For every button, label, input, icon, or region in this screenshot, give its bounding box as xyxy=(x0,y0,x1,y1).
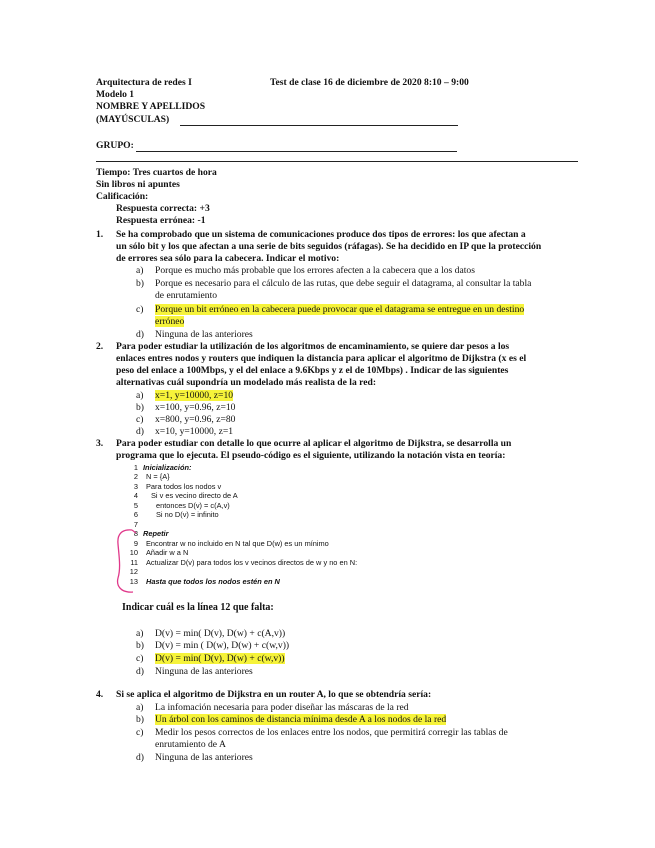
q2-option-c[interactable] xyxy=(136,414,235,426)
code-line-number: 3 xyxy=(133,482,138,491)
code-line-number: 5 xyxy=(133,501,138,510)
model-label: Modelo 1 xyxy=(96,89,135,100)
code-line-text: Si v es vecino directo de A xyxy=(151,491,238,500)
code-line-3 xyxy=(127,482,221,491)
code-line-number: 4 xyxy=(133,491,138,500)
group-blank-line[interactable] xyxy=(136,151,457,152)
grading-label: Calificación: xyxy=(96,191,149,202)
q2-option-c-text: x=800, y=0.96, z=80 xyxy=(155,414,236,425)
q3-option-c-text: D(v) = min( D(v), D(w) + c(w,v)) xyxy=(155,653,285,664)
q1-option-b[interactable] xyxy=(136,278,531,290)
q4-option-c-letter: c) xyxy=(136,727,144,738)
q3-option-b-letter: b) xyxy=(136,640,144,651)
q2-number: 2. xyxy=(96,341,104,352)
q1-option-b-letter: b) xyxy=(136,278,144,289)
q3-number: 3. xyxy=(96,438,104,449)
code-line-number: 7 xyxy=(133,520,138,529)
code-line-1 xyxy=(127,463,191,472)
q4-option-a[interactable] xyxy=(136,702,409,714)
no-books-note: Sin libros ni apuntes xyxy=(96,179,180,190)
name-blank-line[interactable] xyxy=(180,125,458,126)
q3-option-c-letter: c) xyxy=(136,653,144,664)
q1-text-line3: de errores sea sólo para la cabecera. Indicar el motivo: xyxy=(116,253,340,264)
code-line-number: 6 xyxy=(133,510,138,519)
q1-option-c-text-2: erróneo xyxy=(155,316,185,327)
q3-option-a-text: D(v) = min( D(v), D(w) + c(A,v)) xyxy=(155,628,286,639)
test-title: Test de clase 16 de diciembre de 2020 8:10 – 9:00 xyxy=(270,77,469,88)
code-line-13 xyxy=(127,577,280,586)
q4-option-d[interactable] xyxy=(136,752,253,764)
q2-text-line4: alternativas cuál supondría un modelado más realista de la red: xyxy=(116,377,377,388)
q1-number: 1. xyxy=(96,229,104,240)
q4-option-a-letter: a) xyxy=(136,702,144,713)
q2-option-d-text: x=10, y=10000, z=1 xyxy=(155,426,234,437)
q4-option-a-text: La infomación necesaria para poder diseñar las máscaras de la red xyxy=(155,702,409,713)
header-divider xyxy=(96,161,578,162)
q1-option-c-letter: c) xyxy=(136,304,144,315)
code-line-number: 1 xyxy=(133,463,138,472)
q3-text-line2: programa que lo ejecuta. El pseudo-código es el siguiente, utilizando la notación vista en teoría: xyxy=(116,450,506,461)
code-line-text: Repetir xyxy=(143,529,169,538)
q4-option-b-text: Un árbol con los caminos de distancia mínima desde A a los nodos de la red xyxy=(155,714,447,725)
q1-option-d[interactable] xyxy=(136,329,253,341)
grading-correct: Respuesta correcta: +3 xyxy=(116,203,210,214)
q1-option-b-text: Porque es necesario para el cálculo de las rutas, que debe seguir el datagrama, al consultar la tabla xyxy=(155,278,532,289)
q4-option-c-text: Medir los pesos correctos de los enlaces entre los nodos, que permitirá corregir las tablas de xyxy=(155,727,508,738)
q2-text-line2: enlaces entres nodos y routers que indiquen la distancia para aplicar el algoritmo de Dijkstra (x es el xyxy=(116,353,527,364)
code-line-text: entonces D(v) = c(A,v) xyxy=(156,501,230,510)
code-line-text: N = {A} xyxy=(146,472,170,481)
q1-option-a-text: Porque es mucho más probable que los errores afecten a la cabecera que a los datos xyxy=(155,265,475,276)
caps-label: (MAYÚSCULAS) xyxy=(96,114,170,125)
loop-bracket-icon xyxy=(112,526,138,596)
q1-option-c[interactable] xyxy=(136,304,524,316)
q1-option-d-letter: d) xyxy=(136,329,144,340)
code-line-number: 13 xyxy=(129,577,138,586)
grading-wrong: Respuesta errónea: -1 xyxy=(116,215,206,226)
q4-text-line1: Si se aplica el algoritmo de Dijkstra en un router A, lo que se obtendría sería: xyxy=(116,689,432,700)
q3-subquestion: Indicar cuál es la línea 12 que falta: xyxy=(122,602,274,613)
q4-option-d-letter: d) xyxy=(136,752,144,763)
q1-text-line1: Se ha comprobado que un sistema de comunicaciones produce dos tipos de errores: los que afectan a xyxy=(116,229,526,240)
code-line-5 xyxy=(127,501,230,510)
time-limit: Tiempo: Tres cuartos de hora xyxy=(96,167,217,178)
q3-option-d-letter: d) xyxy=(136,666,144,677)
q2-option-a[interactable] xyxy=(136,390,233,402)
code-line-number: 9 xyxy=(133,539,138,548)
q3-option-a-letter: a) xyxy=(136,628,144,639)
q1-option-a[interactable] xyxy=(136,265,475,277)
q2-option-c-letter: c) xyxy=(136,414,144,425)
q2-text-line3: peso del enlace a 100Mbps, y el del enlace a 9.6Kbps y z el de 10Mbps) . Indicar de las siguientes xyxy=(116,365,509,376)
q2-option-b-letter: b) xyxy=(136,402,144,413)
course-title: Arquitectura de redes I xyxy=(96,77,192,88)
q1-option-d-text: Ninguna de las anteriores xyxy=(155,329,253,340)
group-label: GRUPO: xyxy=(96,140,134,151)
q2-option-b-text: x=100, y=0.96, z=10 xyxy=(155,402,236,413)
q3-option-a[interactable] xyxy=(136,628,285,640)
q4-option-b[interactable] xyxy=(136,714,446,726)
code-line-text: Si no D(v) = infinito xyxy=(156,510,219,519)
q2-option-a-letter: a) xyxy=(136,390,144,401)
q2-text-line1: Para poder estudiar la utilización de los algoritmos de encaminamiento, se quiere dar pesos a los xyxy=(116,341,510,352)
q3-option-d[interactable] xyxy=(136,666,253,678)
code-line-9 xyxy=(127,539,329,548)
q2-option-a-text: x=1, y=10000, z=10 xyxy=(155,390,234,401)
q1-text-line2: un sólo bit y los que afectan a una serie de bits seguidos (ráfagas). Se ha decidido en IP que la protección xyxy=(116,241,542,252)
q4-option-b-letter: b) xyxy=(136,714,144,725)
code-line-text: Para todos los nodos v xyxy=(146,482,222,491)
code-line-number: 12 xyxy=(129,567,138,576)
q3-option-d-text: Ninguna de las anteriores xyxy=(155,666,253,677)
q1-option-b-text-2: de enrutamiento xyxy=(155,290,218,301)
code-line-text: Actualizar D(v) para todos los v vecinos directos de w y no en N: xyxy=(146,558,358,567)
code-line-11 xyxy=(127,558,357,567)
code-line-number: 2 xyxy=(133,472,138,481)
code-line-text: Inicialización: xyxy=(143,463,192,472)
q1-option-c-text: Porque un bit erróneo en la cabecera puede provocar que el datagrama se entregue en un destino xyxy=(155,304,525,315)
code-line-text: Añadir w a N xyxy=(146,548,189,557)
q4-option-d-text: Ninguna de las anteriores xyxy=(155,752,253,763)
q4-number: 4. xyxy=(96,689,104,700)
q3-option-b-text: D(v) = min ( D(w), D(w) + c(w,v)) xyxy=(155,640,290,651)
code-line-4 xyxy=(127,491,238,500)
name-label: NOMBRE Y APELLIDOS xyxy=(96,101,206,112)
code-line-number: 8 xyxy=(133,529,138,538)
code-line-2 xyxy=(127,472,170,481)
code-line-text: Encontrar w no incluido en N tal que D(w) es un mínimo xyxy=(146,539,329,548)
code-line-number: 10 xyxy=(129,548,138,557)
q2-option-d-letter: d) xyxy=(136,426,144,437)
q1-option-a-letter: a) xyxy=(136,265,144,276)
q3-option-c[interactable] xyxy=(136,653,285,665)
code-line-number: 11 xyxy=(130,558,138,567)
q4-option-c-text-2: enrutamiento de A xyxy=(155,739,226,750)
q3-option-b[interactable] xyxy=(136,640,289,652)
q4-option-c[interactable] xyxy=(136,727,508,739)
code-line-6 xyxy=(127,510,219,519)
code-line-text: Hasta que todos los nodos estén en N xyxy=(146,577,280,586)
q2-option-b[interactable] xyxy=(136,402,235,414)
q2-option-d[interactable] xyxy=(136,426,233,438)
q3-text-line1: Para poder estudiar con detalle lo que ocurre al aplicar el algoritmo de Dijkstra, se desarrolla un xyxy=(116,438,512,449)
